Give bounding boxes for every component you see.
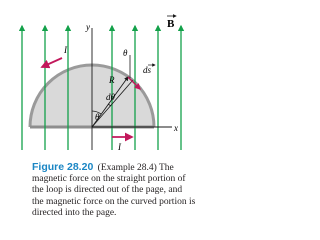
y-axis-label: y — [86, 22, 90, 32]
semicircle-loop-figure — [0, 0, 200, 160]
B-label: B — [167, 18, 175, 30]
dtheta-label: dθ — [106, 92, 115, 102]
figure-number: Figure 28.20 — [32, 161, 94, 173]
figure-caption — [32, 162, 196, 219]
ds-label: ds — [143, 65, 152, 75]
current-label-bottom: I — [118, 142, 121, 152]
theta-label-top: θ — [123, 48, 128, 58]
theta-label-bottom: θ — [95, 112, 100, 122]
current-label-top: I — [64, 45, 67, 55]
caption-text: (Example 28.4) The magnetic force on the straight portion of the loop is directed out of the page, and the magnetic force on the curved portion is directed into the page. — [32, 163, 196, 218]
x-axis-label: x — [174, 123, 178, 133]
radius-label: R — [109, 75, 115, 85]
